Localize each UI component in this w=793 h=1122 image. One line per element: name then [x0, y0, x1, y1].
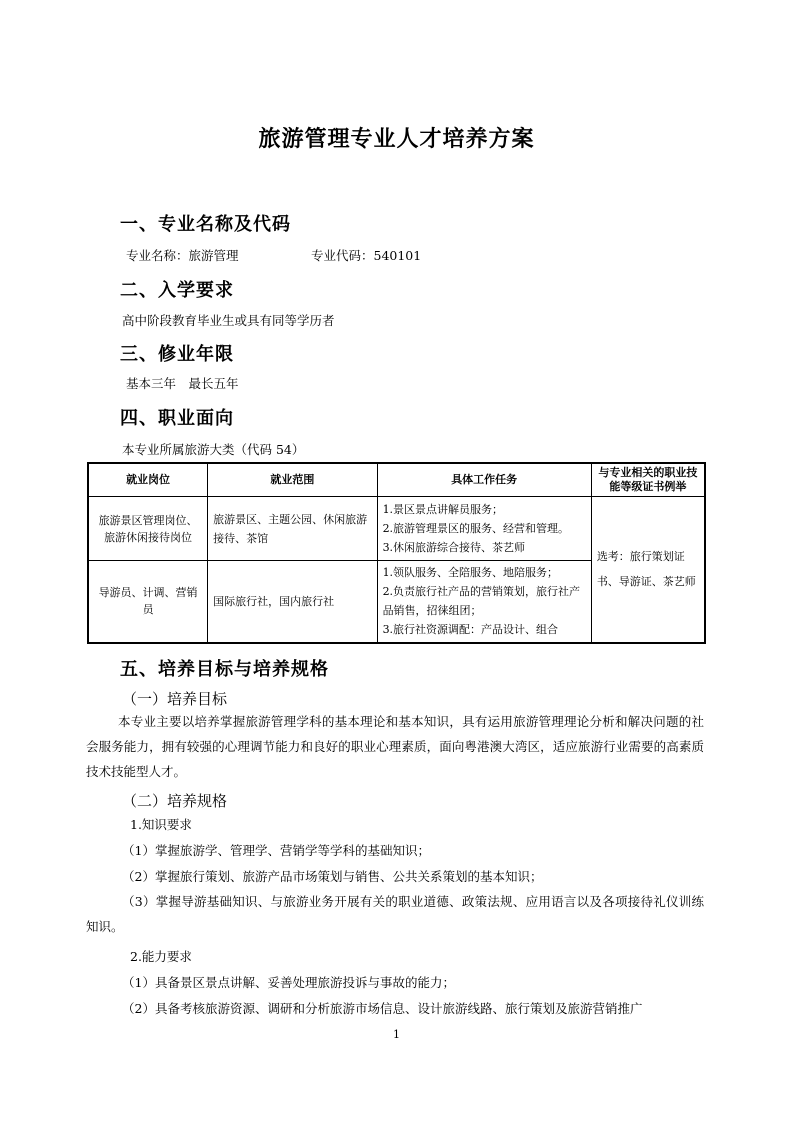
subsection-heading-goal: （一）培养目标 — [122, 690, 228, 708]
ability-heading: 2.能力要求 — [130, 949, 192, 964]
career-intro: 本专业所属旅游大类（代码 54） — [122, 442, 305, 457]
document-title: 旅游管理专业人才培养方案 — [258, 127, 535, 152]
ability-item: （2）具备考核旅游资源、调研和分析旅游市场信息、设计旅游线路、旅行策划及旅游营销推广 — [122, 1001, 643, 1016]
task-item: 2.旅游管理景区的服务、经营和管理。 — [382, 522, 570, 535]
knowledge-item: （2）掌握旅行策划、旅游产品市场策划与销售、公共关系策划的基本知识； — [122, 869, 543, 884]
job-position: 旅游景区管理岗位、旅游休闲接待岗位 — [88, 497, 208, 561]
section-heading-admission: 二、入学要求 — [120, 280, 234, 301]
table-header-row — [88, 463, 705, 497]
admission-text: 高中阶段教育毕业生或具有同等学历者 — [122, 313, 335, 328]
knowledge-heading: 1.知识要求 — [130, 817, 192, 832]
duration-text: 基本三年 最长五年 — [126, 376, 239, 391]
major-name: 专业名称：旅游管理 — [126, 248, 239, 263]
knowledge-item: （3）掌握导游基础知识、与旅游业务开展有关的职业道德、政策法规、应用语言以及各项接待礼仪训练知识。 — [86, 894, 704, 934]
job-position: 导游员、计调、营销员 — [88, 561, 208, 643]
job-tasks — [377, 497, 591, 561]
certificate-list: 选考：旅行策划证书、导游证、茶艺师 — [591, 497, 705, 643]
table-header: 与专业相关的职业技能等级证书例举 — [591, 463, 705, 497]
job-scope: 旅游景区、主题公园、休闲旅游接待、茶馆 — [208, 497, 377, 561]
section-heading-objectives: 五、培养目标与培养规格 — [120, 659, 329, 680]
major-code: 专业代码：540101 — [311, 248, 422, 263]
table-header: 具体工作任务 — [377, 463, 591, 497]
section-heading-career: 四、职业面向 — [120, 408, 234, 429]
task-item: 3.旅行社资源调配：产品设计、组合 — [382, 623, 559, 637]
task-item: 3.休闲旅游综合接待、茶艺师 — [382, 541, 526, 554]
task-item: 2.负责旅行社产品的营销策划，旅行社产品销售，招徕组团； — [382, 585, 581, 618]
goal-paragraph: 本专业主要以培养掌握旅游管理学科的基本理论和基本知识，具有运用旅游管理理论分析和解决问题的社会服务能力，拥有较强的心理调节能力和良好的职业心理素质，面向粤港澳大湾区，适应旅游行业需要的高素质技术技能型人才。 — [86, 714, 704, 779]
table-header: 就业岗位 — [88, 463, 208, 497]
table-row — [88, 497, 705, 561]
page-number: 1 — [393, 1028, 400, 1041]
table-header: 就业范围 — [208, 463, 377, 497]
job-tasks — [377, 561, 591, 643]
subsection-heading-spec: （二）培养规格 — [122, 792, 228, 810]
task-item: 1.景区景点讲解员服务； — [382, 503, 504, 516]
job-scope: 国际旅行社，国内旅行社 — [208, 561, 377, 643]
section-heading-major-name: 一、专业名称及代码 — [120, 214, 291, 235]
career-table — [87, 462, 706, 644]
section-heading-duration: 三、修业年限 — [120, 344, 234, 365]
task-item: 1.领队服务、全陪服务、地陪服务； — [382, 566, 559, 580]
ability-item: （1）具备景区景点讲解、妥善处理旅游投诉与事故的能力； — [122, 975, 455, 990]
knowledge-item: （1）掌握旅游学、管理学、营销学等学科的基础知识； — [122, 843, 430, 858]
